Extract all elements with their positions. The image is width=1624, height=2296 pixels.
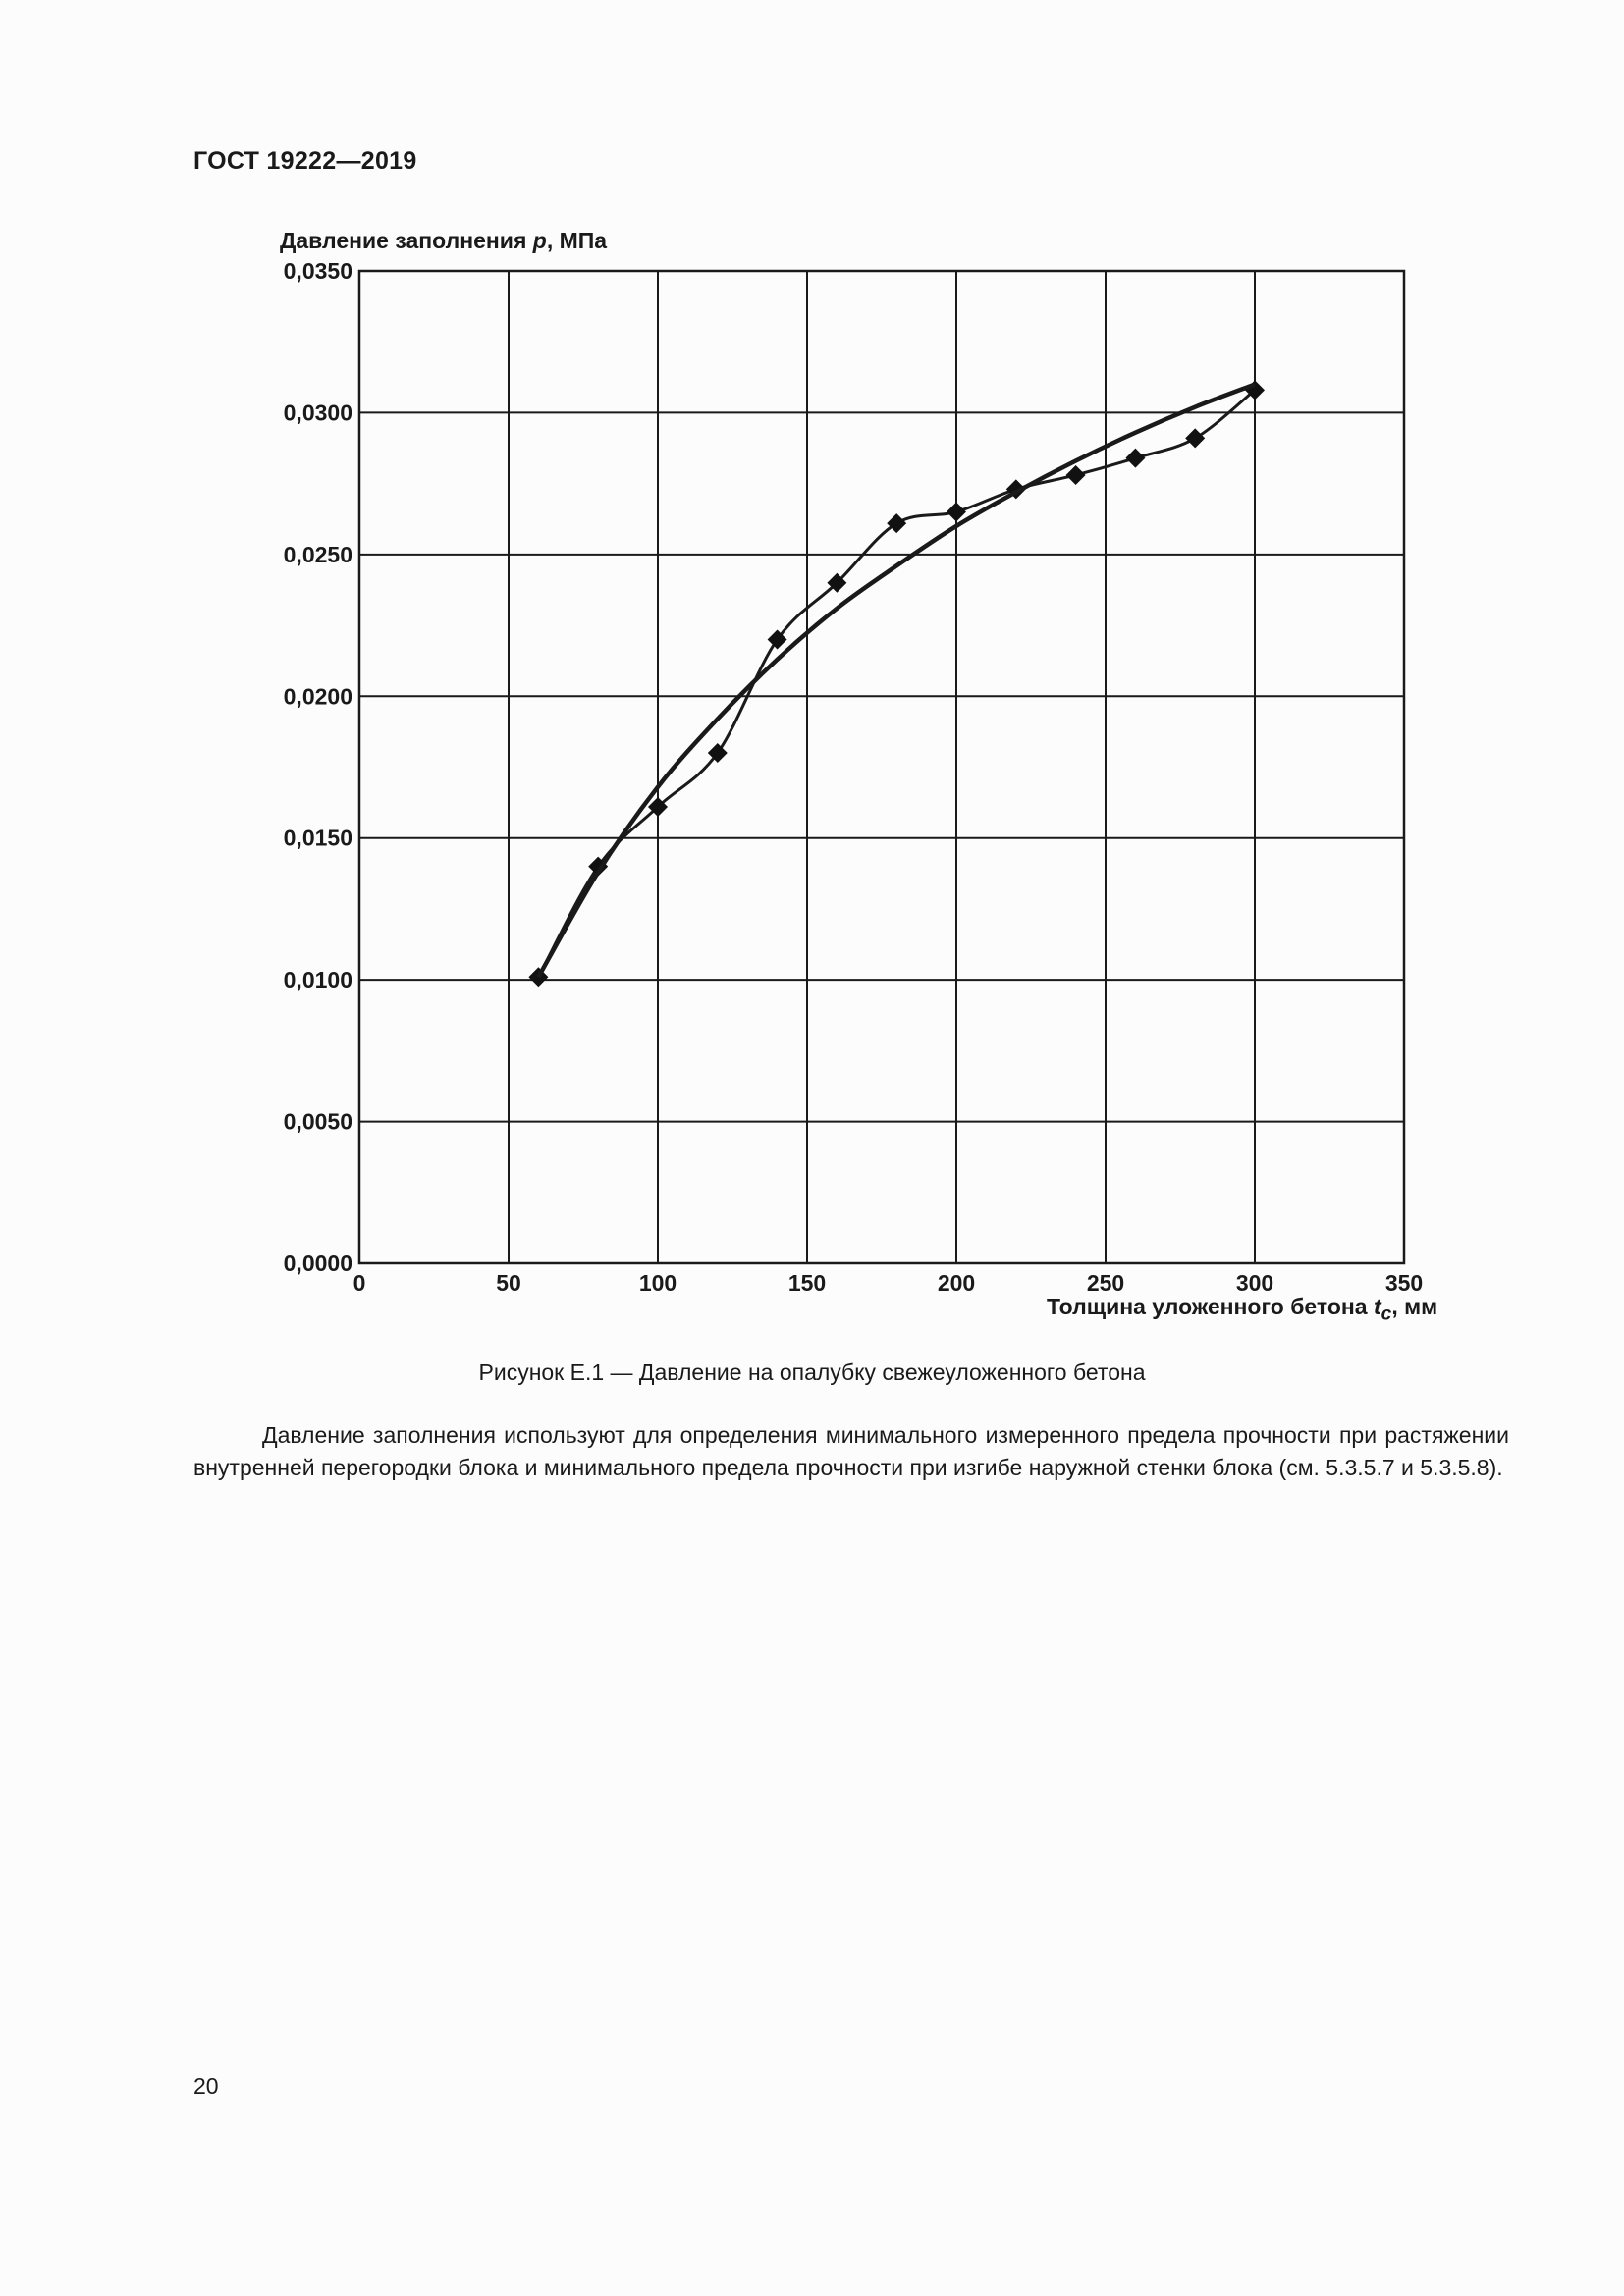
y-tick-label: 0,0100 [283, 967, 352, 993]
x-axis-title-variable: t [1373, 1294, 1381, 1319]
x-tick-label: 350 [1384, 1270, 1424, 1296]
y-tick-label: 0,0200 [283, 683, 352, 710]
x-tick-label: 100 [638, 1270, 677, 1296]
data-point-marker [947, 503, 966, 522]
fitted-series-line [538, 385, 1255, 978]
data-point-marker [887, 513, 906, 533]
x-axis-title-text: Толщина уложенного бетона [1047, 1294, 1374, 1319]
standard-code-header: ГОСТ 19222—2019 [193, 147, 417, 175]
data-point-marker [1125, 449, 1145, 468]
y-tick-label: 0,0250 [283, 541, 352, 567]
body-paragraph: Давление заполнения используют для определения минимального измеренного предела прочности при растяжении внутренней перегородки блока и минимального предела прочности при изгибе наружной стенки блока (см. 5.3.5.7 и 5.3.5.8). [193, 1422, 1509, 1480]
data-point-marker [1185, 428, 1205, 448]
y-axis-title-text: Давление заполнения [280, 228, 533, 253]
y-tick-label: 0,0050 [283, 1108, 352, 1135]
x-tick-label: 200 [937, 1270, 976, 1296]
y-axis-title-unit: , МПа [546, 228, 608, 253]
figure-caption: Рисунок Е.1 — Давление на опалубку свежеуложенного бетона [478, 1360, 1146, 1385]
y-tick-label: 0,0150 [283, 825, 352, 851]
x-tick-label: 50 [496, 1270, 521, 1296]
data-point-marker [1066, 465, 1086, 485]
x-tick-label: 150 [787, 1270, 827, 1296]
x-tick-label: 300 [1235, 1270, 1274, 1296]
plot-frame [359, 271, 1404, 1263]
y-tick-label: 0,0000 [283, 1251, 352, 1276]
y-tick-label: 0,0350 [283, 258, 352, 284]
x-tick-label: 250 [1086, 1270, 1125, 1296]
y-tick-label: 0,0300 [283, 400, 352, 426]
x-tick-label: 0 [352, 1270, 366, 1296]
y-axis-title-variable: p [532, 228, 547, 253]
measured-series-line [538, 390, 1255, 977]
page-number: 20 [193, 2073, 219, 2099]
body-text [193, 1419, 1509, 1484]
x-axis-title [1047, 1294, 1437, 1326]
x-axis-title-subscript: c [1380, 1304, 1392, 1325]
x-axis-title-unit: , мм [1391, 1294, 1438, 1319]
